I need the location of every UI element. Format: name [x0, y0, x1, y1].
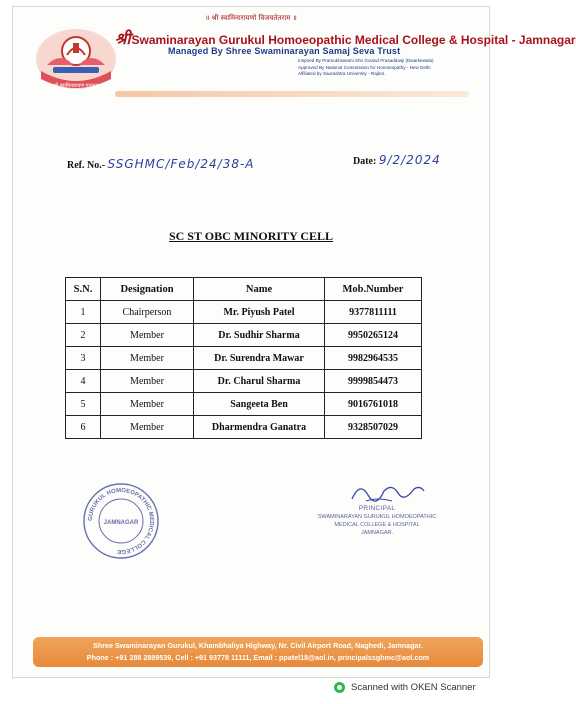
- table-row: [66, 393, 422, 416]
- table-row: [66, 370, 422, 393]
- date-label: Date:: [353, 156, 377, 167]
- principal-line: JAMNAGAR.: [360, 530, 394, 536]
- seal-ring-text: GURUKUL HOMOEOPATHIC MEDICAL COLLEGE: [87, 487, 155, 555]
- cell-name: Dr. Charul Sharma: [194, 370, 325, 393]
- cell-mobile: 9328507029: [325, 416, 422, 439]
- affiliation-line: Approved By National Commission for Homoeopathy - New Delhi: [298, 65, 431, 70]
- cell-designation: Member: [101, 324, 194, 347]
- header-divider: [115, 91, 469, 97]
- cell-name: Mr. Piyush Patel: [194, 301, 325, 324]
- header-sn: S.N.: [66, 278, 101, 301]
- members-table: [65, 277, 422, 439]
- cell-mobile: 9950265124: [325, 324, 422, 347]
- header-shloka: ॥ श्री स्वामिनारायणो विजयतेतराम ॥: [205, 14, 297, 22]
- cell-designation: Member: [101, 393, 194, 416]
- cell-name: Dharmendra Ganatra: [194, 416, 325, 439]
- affiliation-line: Inspired By Pramukhswami Shri Govind Prasaddasji (Dwarkewala): [298, 58, 434, 63]
- footer-address: Shree Swaminarayan Gurukul, Khambhaliya Highway, Nr. Civil Airport Road, Naghedi, Jamnagar.: [93, 641, 423, 650]
- footer-band: [33, 637, 483, 667]
- table-header-row: [66, 278, 422, 301]
- reference-number: [67, 157, 255, 171]
- cell-designation: Member: [101, 370, 194, 393]
- cell-sn: 6: [66, 416, 101, 439]
- cell-designation: Chairperson: [101, 301, 194, 324]
- letterhead: [13, 7, 576, 107]
- cell-designation: Member: [101, 347, 194, 370]
- ref-value: SSGHMC/Feb/24/38-A: [107, 157, 255, 171]
- table-row: [66, 301, 422, 324]
- footer-contact: Phone : +91 288 2889539, Cell : +91 93778 11111, Email : ppatel18@aol.in, principalssghmc@aol.com: [86, 653, 430, 662]
- shri-prefix: श्री: [115, 31, 131, 48]
- managed-by: Managed By Shree Swaminarayan Samaj Seva Trust: [168, 46, 401, 56]
- principal-line: MEDICAL COLLEGE & HOSPITAL: [334, 522, 420, 528]
- date-value: 9/2/2024: [378, 153, 441, 167]
- cell-name: Dr. Sudhir Sharma: [194, 324, 325, 347]
- scanner-watermark: [334, 682, 476, 693]
- principal-line: SWAMINARAYAN GURUKUL HOMOEOPATHIC: [317, 514, 437, 520]
- college-logo-icon: [33, 21, 119, 93]
- cell-mobile: 9016761018: [325, 393, 422, 416]
- principal-title: PRINCIPAL: [358, 505, 396, 512]
- logo-caption: श्री स्वामिनारायण गुरुकुल: [53, 83, 99, 89]
- cell-mobile: 9999854473: [325, 370, 422, 393]
- scanner-logo-icon: [334, 682, 345, 693]
- table-row: [66, 324, 422, 347]
- cell-name: Dr. Surendra Mawar: [194, 347, 325, 370]
- ref-label: Ref. No.-: [67, 160, 106, 171]
- cell-mobile: 9982964535: [325, 347, 422, 370]
- header-name: Name: [194, 278, 325, 301]
- header-designation: Designation: [101, 278, 194, 301]
- table-row: [66, 347, 422, 370]
- cell-sn: 5: [66, 393, 101, 416]
- cell-designation: Member: [101, 416, 194, 439]
- principal-signature-icon: [348, 477, 428, 507]
- cell-sn: 1: [66, 301, 101, 324]
- header-mobile: Mob.Number: [325, 278, 422, 301]
- affiliation-line: Affiliated by Saurashtra University - Rajkot.: [298, 71, 386, 76]
- cell-sn: 2: [66, 324, 101, 347]
- cell-sn: 3: [66, 347, 101, 370]
- letter-page: [12, 6, 576, 678]
- cell-name: Sangeeta Ben: [194, 393, 325, 416]
- scanner-label: Scanned with OKEN Scanner: [351, 682, 476, 693]
- college-seal-icon: [81, 481, 161, 561]
- seal-center-text: JAMNAGAR: [103, 520, 139, 526]
- cell-mobile: 9377811111: [325, 301, 422, 324]
- college-name-text: Swaminarayan Gurukul Homoeopathic Medical College & Hospital - Jamnagar: [131, 33, 576, 47]
- cell-sn: 4: [66, 370, 101, 393]
- principal-stamp: [297, 505, 457, 537]
- letter-date: [353, 153, 441, 167]
- document-title: SC ST OBC MINORITY CELL: [168, 229, 334, 243]
- table-row: [66, 416, 422, 439]
